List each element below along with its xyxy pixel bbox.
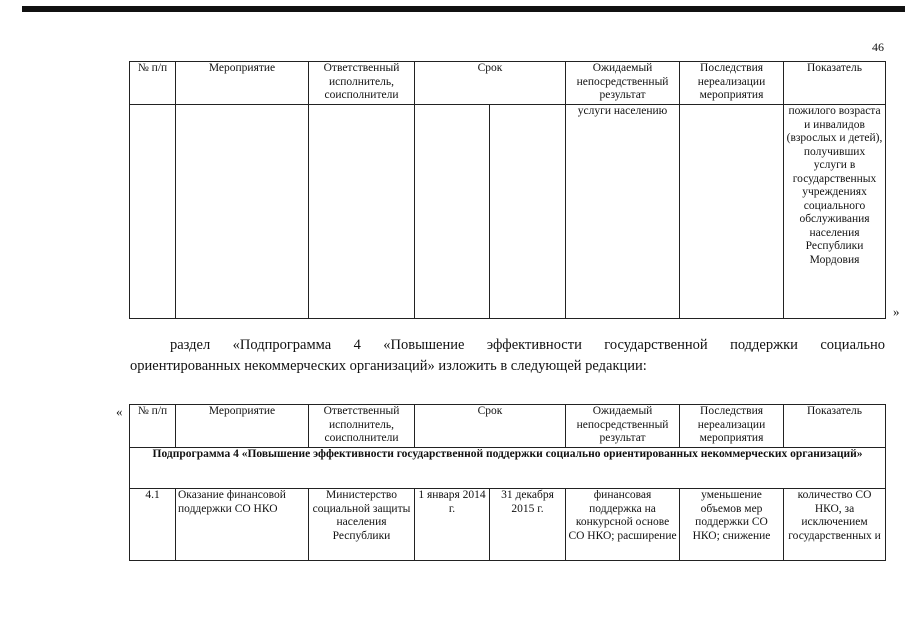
cell-event: Оказание финансовой поддержки СО НКО — [176, 489, 309, 561]
cell-responsible — [309, 105, 415, 319]
cell-start — [415, 105, 490, 319]
cell-responsible: Министерство социальной защиты населения Республики — [309, 489, 415, 561]
header-consequences: Последствия нереализации мероприятия — [680, 62, 784, 105]
paragraph-line-1: раздел «Подпрограмма 4 «Повышение эффективности государственной поддержки социально — [170, 337, 885, 353]
header-consequences: Последствия нереализации мероприятия — [680, 405, 784, 448]
cell-consequences: уменьшение объемов мер поддержки СО НКО; снижение — [680, 489, 784, 561]
table-subprogram-4 — [129, 404, 886, 561]
cell-indicator: количество СО НКО, за исключением государственных и — [784, 489, 886, 561]
header-responsible: Ответственный исполнитель, соисполнители — [309, 62, 415, 105]
header-event: Мероприятие — [176, 405, 309, 448]
cell-num — [130, 105, 176, 319]
header-responsible: Ответственный исполнитель, соисполнители — [309, 405, 415, 448]
cell-num: 4.1 — [130, 489, 176, 561]
header-term: Срок — [415, 405, 566, 448]
header-num: № п/п — [130, 405, 176, 448]
cell-end: 31 декабря 2015 г. — [490, 489, 566, 561]
opening-quote: « — [116, 404, 123, 419]
header-result: Ожидаемый непосредственный результат — [566, 405, 680, 448]
subprogram-title-row — [130, 448, 886, 489]
page-number: 46 — [872, 40, 884, 54]
table-header-row — [130, 62, 886, 105]
cell-result: услуги населению — [566, 105, 680, 319]
header-num: № п/п — [130, 62, 176, 105]
cell-event — [176, 105, 309, 319]
table-continuation — [129, 61, 886, 319]
paragraph-line-2: ориентированных некоммерческих организаций» изложить в следующей редакции: — [130, 358, 647, 374]
header-indicator: Показатель — [784, 62, 886, 105]
cell-result: финансовая поддержка на конкурсной основе СО НКО; расширение — [566, 489, 680, 561]
header-event: Мероприятие — [176, 62, 309, 105]
cell-end — [490, 105, 566, 319]
cell-consequences — [680, 105, 784, 319]
cell-start: 1 января 2014 г. — [415, 489, 490, 561]
header-term: Срок — [415, 62, 566, 105]
table-row — [130, 489, 886, 561]
header-result: Ожидаемый непосредственный результат — [566, 62, 680, 105]
scan-top-border — [22, 6, 905, 12]
header-indicator: Показатель — [784, 405, 886, 448]
closing-quote: » — [893, 304, 900, 319]
table-header-row — [130, 405, 886, 448]
subprogram-title: Подпрограмма 4 «Повышение эффективности государственной поддержки социально ориентированных некоммерческих организаций» — [130, 448, 886, 489]
cell-indicator: пожилого возраста и инвалидов (взрослых и детей), получивших услуги в государственных учреждениях социального обслуживания населения Республики Мордовия — [784, 105, 886, 319]
table-row — [130, 105, 886, 319]
